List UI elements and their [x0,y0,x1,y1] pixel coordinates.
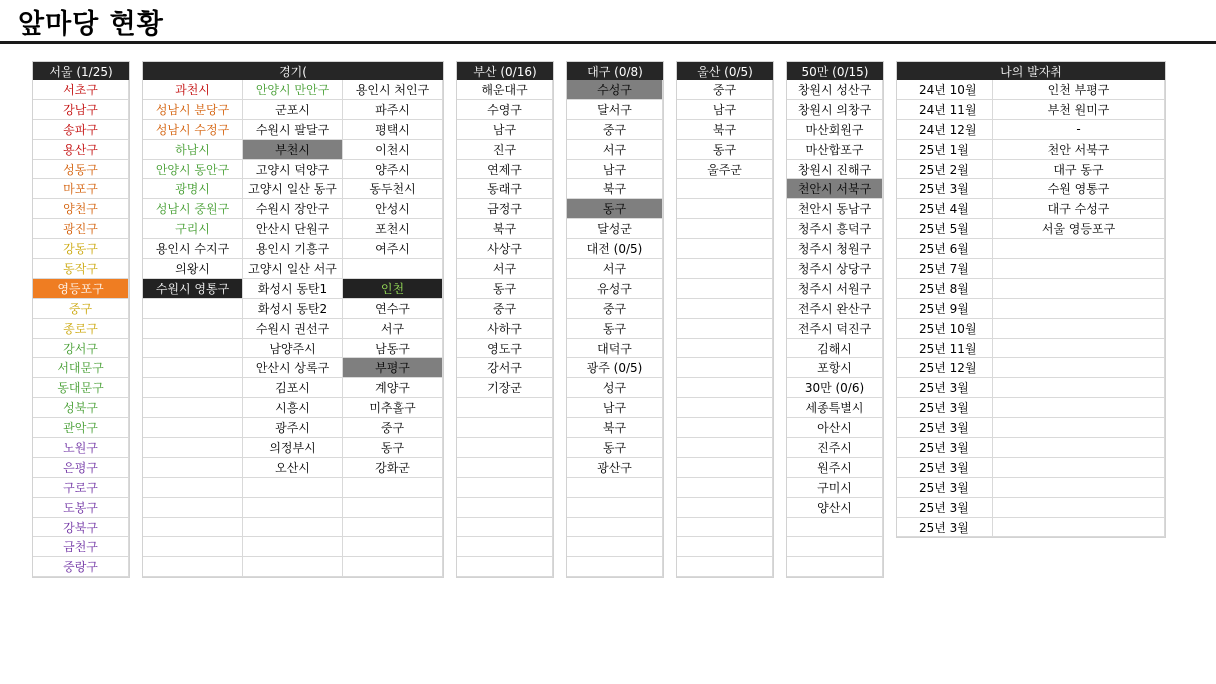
gyeonggi-col1-cell [143,478,243,498]
footprint-date-cell: 25년 6월 [897,239,993,259]
daegu-district-cell: 광주 (0/5) [567,358,663,378]
page-title: 앞마당 현황 [18,9,164,40]
gyeonggi-col1-cell [143,418,243,438]
daegu-district-cell: 달성군 [567,219,663,239]
gyeonggi-col2-cell: 부천시 [243,140,343,160]
gyeonggi-col3-cell: 강화군 [343,458,443,478]
gyeonggi-col2-cell: 오산시 [243,458,343,478]
seoul-district-cell: 도봉구 [33,498,129,518]
fifty-city-cell: 창원시 진해구 [787,160,883,180]
busan-district-cell: 남구 [457,120,553,140]
busan-header: 부산 (0/16) [457,62,553,80]
ulsan-district-cell [677,179,773,199]
gyeonggi-col1-cell [143,557,243,577]
gyeonggi-col1-cell [143,458,243,478]
gyeonggi-col1-cell: 수원시 영통구 [143,279,243,299]
footprint-place-cell: 수원 영통구 [993,179,1165,199]
busan-district-cell: 사하구 [457,319,553,339]
fifty-city-cell: 창원시 의창구 [787,100,883,120]
seoul-district-cell: 강북구 [33,518,129,538]
footprint-place-cell: 대구 동구 [993,160,1165,180]
busan-district-cell [457,458,553,478]
gyeonggi-col3-cell: 여주시 [343,239,443,259]
footprint-place-cell [993,398,1165,418]
footprint-date-cell: 25년 10월 [897,319,993,339]
fifty-city-cell: 마산회원구 [787,120,883,140]
ulsan-district-cell [677,458,773,478]
busan-district-cell: 중구 [457,299,553,319]
busan-list [457,80,553,577]
daegu-district-cell: 서구 [567,259,663,279]
gyeonggi-col3-cell [343,259,443,279]
seoul-district-cell: 중구 [33,299,129,319]
gyeonggi-col2-cell: 화성시 동탄1 [243,279,343,299]
ulsan-district-cell [677,239,773,259]
busan-district-cell: 서구 [457,259,553,279]
gyeonggi-col2-cell: 용인시 기흥구 [243,239,343,259]
gyeonggi-col3-cell: 계양구 [343,378,443,398]
seoul-district-cell: 중랑구 [33,557,129,577]
daegu-district-cell [567,498,663,518]
gyeonggi-col2-cell: 수원시 장안구 [243,199,343,219]
footprint-date-cell: 25년 1월 [897,140,993,160]
gyeonggi-col2-cell: 수원시 권선구 [243,319,343,339]
ulsan-district-cell [677,319,773,339]
fifty-city-cell: 천안시 동남구 [787,199,883,219]
daegu-district-cell [567,557,663,577]
gyeonggi-col2-cell: 수원시 팔달구 [243,120,343,140]
seoul-district-cell: 송파구 [33,120,129,140]
busan-district-cell: 진구 [457,140,553,160]
footprint-place-cell: 천안 서북구 [993,140,1165,160]
fifty-table [786,61,884,578]
daegu-district-cell: 북구 [567,418,663,438]
busan-district-cell: 북구 [457,219,553,239]
busan-district-cell: 동구 [457,279,553,299]
gyeonggi-col1-cell: 안양시 동안구 [143,160,243,180]
gyeonggi-col1-cell: 하남시 [143,140,243,160]
footprint-date-cell: 25년 3월 [897,478,993,498]
footprint-date-cell: 25년 9월 [897,299,993,319]
busan-district-cell [457,398,553,418]
fifty-header: 50만 (0/15) [787,62,883,80]
gyeonggi-col2-cell: 안양시 만안구 [243,80,343,100]
footprint-date-cell: 24년 11월 [897,100,993,120]
daegu-district-cell: 달서구 [567,100,663,120]
gyeonggi-col2-cell [243,478,343,498]
footprint-place-cell [993,418,1165,438]
title-divider [0,41,1216,44]
footprint-place-cell [993,458,1165,478]
gyeonggi-col1-cell [143,438,243,458]
gyeonggi-col2-cell: 군포시 [243,100,343,120]
fifty-city-cell: 원주시 [787,458,883,478]
seoul-table [32,61,130,578]
ulsan-district-cell [677,219,773,239]
fifty-city-cell: 청주시 상당구 [787,259,883,279]
daegu-district-cell: 동구 [567,199,663,219]
footprint-place-cell [993,279,1165,299]
ulsan-district-cell [677,478,773,498]
seoul-district-cell: 노원구 [33,438,129,458]
busan-district-cell: 기장군 [457,378,553,398]
busan-district-cell [457,557,553,577]
seoul-district-cell: 성북구 [33,398,129,418]
busan-district-cell: 영도구 [457,339,553,359]
busan-district-cell: 연제구 [457,160,553,180]
fifty-city-cell [787,557,883,577]
gyeonggi-col3-cell [343,557,443,577]
ulsan-district-cell [677,518,773,538]
footprint-date-cell: 25년 3월 [897,458,993,478]
daegu-district-cell: 수성구 [567,80,663,100]
daegu-district-cell: 중구 [567,120,663,140]
ulsan-district-cell: 중구 [677,80,773,100]
fifty-city-cell [787,537,883,557]
ulsan-district-cell: 동구 [677,140,773,160]
gyeonggi-col2-cell: 김포시 [243,378,343,398]
seoul-district-cell: 용산구 [33,140,129,160]
gyeonggi-col3-cell: 동두천시 [343,179,443,199]
footprint-date-cell: 25년 3월 [897,438,993,458]
ulsan-district-cell [677,279,773,299]
fifty-list [787,80,883,577]
footprint-place-cell: - [993,120,1165,140]
ulsan-district-cell [677,358,773,378]
fifty-city-cell: 창원시 성산구 [787,80,883,100]
footprint-date-cell: 25년 2월 [897,160,993,180]
fifty-city-cell: 김해시 [787,339,883,359]
gyeonggi-col1-cell: 광명시 [143,179,243,199]
fifty-city-cell: 청주시 흥덕구 [787,219,883,239]
gyeonggi-col1-cell: 과천시 [143,80,243,100]
gyeonggi-col1-cell [143,498,243,518]
fifty-city-cell: 30만 (0/6) [787,378,883,398]
footprint-place-cell [993,239,1165,259]
footprint-table [896,61,1166,538]
busan-district-cell: 동래구 [457,179,553,199]
footprint-place-cell: 서울 영등포구 [993,219,1165,239]
gyeonggi-col2-cell [243,518,343,538]
seoul-list [33,80,129,577]
footprint-place-cell [993,358,1165,378]
gyeonggi-col1-cell [143,378,243,398]
seoul-district-cell: 광진구 [33,219,129,239]
gyeonggi-col3-cell: 안성시 [343,199,443,219]
daegu-district-cell [567,518,663,538]
daegu-district-cell: 남구 [567,398,663,418]
gyeonggi-table [142,61,444,578]
busan-district-cell [457,418,553,438]
busan-district-cell: 금정구 [457,199,553,219]
gyeonggi-col1-cell [143,398,243,418]
gyeonggi-col3-cell: 동구 [343,438,443,458]
busan-district-cell [457,518,553,538]
gyeonggi-col2-cell: 광주시 [243,418,343,438]
daegu-table [566,61,664,578]
ulsan-district-cell [677,259,773,279]
gyeonggi-col3-cell [343,498,443,518]
fifty-city-cell: 진주시 [787,438,883,458]
gyeonggi-col1-cell: 성남시 분당구 [143,100,243,120]
gyeonggi-col1-cell [143,518,243,538]
daegu-district-cell: 동구 [567,319,663,339]
fifty-city-cell: 청주시 서원구 [787,279,883,299]
footprint-date-cell: 25년 12월 [897,358,993,378]
ulsan-district-cell: 울주군 [677,160,773,180]
ulsan-district-cell [677,339,773,359]
gyeonggi-col3-cell: 양주시 [343,160,443,180]
seoul-district-cell: 양천구 [33,199,129,219]
footprint-date-cell: 25년 3월 [897,398,993,418]
footprint-date-cell: 24년 12월 [897,120,993,140]
footprint-header: 나의 발자취 [897,62,1165,80]
daegu-district-cell [567,537,663,557]
gyeonggi-col1-cell [143,339,243,359]
gyeonggi-col3-cell: 포천시 [343,219,443,239]
footprint-date-cell: 25년 3월 [897,179,993,199]
seoul-district-cell: 강남구 [33,100,129,120]
seoul-district-cell: 종로구 [33,319,129,339]
fifty-city-cell: 청주시 청원구 [787,239,883,259]
footprint-date-cell: 25년 3월 [897,378,993,398]
gyeonggi-col2-cell [243,537,343,557]
daegu-district-cell: 동구 [567,438,663,458]
gyeonggi-col1-cell: 의왕시 [143,259,243,279]
footprint-date-cell: 25년 3월 [897,418,993,438]
busan-district-cell: 강서구 [457,358,553,378]
gyeonggi-col2-cell: 안산시 단원구 [243,219,343,239]
footprint-place-cell: 부천 원미구 [993,100,1165,120]
fifty-city-cell: 구미시 [787,478,883,498]
daegu-district-cell: 남구 [567,160,663,180]
gyeonggi-col3-cell: 이천시 [343,140,443,160]
ulsan-header: 울산 (0/5) [677,62,773,80]
daegu-district-cell: 대덕구 [567,339,663,359]
gyeonggi-header: 경기( [143,62,443,80]
footprint-place-cell: 대구 수성구 [993,199,1165,219]
busan-district-cell: 수영구 [457,100,553,120]
daegu-district-cell: 북구 [567,179,663,199]
gyeonggi-col1-cell: 성남시 수정구 [143,120,243,140]
footprint-place-cell [993,299,1165,319]
ulsan-district-cell [677,299,773,319]
daegu-district-cell: 광산구 [567,458,663,478]
footprint-date-cell: 25년 8월 [897,279,993,299]
gyeonggi-col3-cell: 남동구 [343,339,443,359]
ulsan-district-cell: 북구 [677,120,773,140]
busan-district-cell [457,478,553,498]
fifty-city-cell: 양산시 [787,498,883,518]
fifty-city-cell: 전주시 완산구 [787,299,883,319]
busan-district-cell [457,537,553,557]
gyeonggi-col3-cell: 미추홀구 [343,398,443,418]
gyeonggi-col2-cell: 화성시 동탄2 [243,299,343,319]
seoul-district-cell: 동작구 [33,259,129,279]
footprint-date-cell: 25년 4월 [897,199,993,219]
gyeonggi-col3-cell: 평택시 [343,120,443,140]
gyeonggi-col1-cell [143,537,243,557]
daegu-list [567,80,663,577]
footprint-date-cell: 25년 7월 [897,259,993,279]
busan-district-cell: 해운대구 [457,80,553,100]
gyeonggi-col3-cell: 용인시 처인구 [343,80,443,100]
footprint-date-cell: 25년 11월 [897,339,993,359]
ulsan-district-cell [677,498,773,518]
gyeonggi-col1-cell: 성남시 중원구 [143,199,243,219]
daegu-district-cell: 대전 (0/5) [567,239,663,259]
daegu-header: 대구 (0/8) [567,62,663,80]
gyeonggi-col3-cell: 중구 [343,418,443,438]
footprint-place-cell [993,438,1165,458]
daegu-district-cell: 서구 [567,140,663,160]
footprint-place-cell [993,518,1165,538]
ulsan-district-cell [677,418,773,438]
gyeonggi-col3-cell [343,537,443,557]
footprint-date-cell: 25년 3월 [897,518,993,538]
gyeonggi-col2-cell: 고양시 덕양구 [243,160,343,180]
gyeonggi-col3-cell: 부평구 [343,358,443,378]
gyeonggi-col2-cell: 고양시 일산 서구 [243,259,343,279]
footprint-place-cell [993,478,1165,498]
gyeonggi-col3-cell [343,518,443,538]
footprint-place-cell [993,339,1165,359]
gyeonggi-col3-cell: 연수구 [343,299,443,319]
gyeonggi-col2-cell [243,498,343,518]
busan-district-cell [457,438,553,458]
gyeonggi-col2-cell: 안산시 상록구 [243,358,343,378]
gyeonggi-col2-cell [243,557,343,577]
fifty-city-cell: 천안시 서북구 [787,179,883,199]
seoul-district-cell: 은평구 [33,458,129,478]
daegu-district-cell: 유성구 [567,279,663,299]
fifty-city-cell: 전주시 덕진구 [787,319,883,339]
gyeonggi-col2-cell: 남양주시 [243,339,343,359]
footprint-place-cell [993,319,1165,339]
gyeonggi-col1-cell [143,358,243,378]
gyeonggi-col1-cell: 용인시 수지구 [143,239,243,259]
gyeonggi-col2-cell: 시흥시 [243,398,343,418]
seoul-district-cell: 금천구 [33,537,129,557]
fifty-city-cell: 포항시 [787,358,883,378]
seoul-district-cell: 서대문구 [33,358,129,378]
busan-district-cell [457,498,553,518]
seoul-district-cell: 강서구 [33,339,129,359]
seoul-district-cell: 영등포구 [33,279,129,299]
gyeonggi-col3-cell [343,478,443,498]
footprint-place-cell: 인천 부평구 [993,80,1165,100]
gyeonggi-col2-cell: 고양시 일산 동구 [243,179,343,199]
ulsan-table [676,61,774,578]
fifty-city-cell: 세종특별시 [787,398,883,418]
footprint-date-cell: 25년 5월 [897,219,993,239]
seoul-district-cell: 성동구 [33,160,129,180]
daegu-district-cell: 성구 [567,378,663,398]
gyeonggi-col3-cell: 인천 [343,279,443,299]
seoul-district-cell: 동대문구 [33,378,129,398]
gyeonggi-col3-cell: 서구 [343,319,443,339]
gyeonggi-list [143,80,443,577]
seoul-header: 서울 (1/25) [33,62,129,80]
daegu-district-cell [567,478,663,498]
ulsan-district-cell: 남구 [677,100,773,120]
seoul-district-cell: 마포구 [33,179,129,199]
ulsan-district-cell [677,398,773,418]
footprint-list [897,80,1165,537]
seoul-district-cell: 구로구 [33,478,129,498]
seoul-district-cell: 관악구 [33,418,129,438]
busan-table [456,61,554,578]
ulsan-district-cell [677,557,773,577]
fifty-city-cell: 마산합포구 [787,140,883,160]
ulsan-district-cell [677,537,773,557]
footprint-date-cell: 24년 10월 [897,80,993,100]
ulsan-district-cell [677,378,773,398]
gyeonggi-col1-cell [143,299,243,319]
fifty-city-cell: 아산시 [787,418,883,438]
footprint-place-cell [993,378,1165,398]
ulsan-list [677,80,773,577]
fifty-city-cell [787,518,883,538]
seoul-district-cell: 서초구 [33,80,129,100]
gyeonggi-col2-cell: 의정부시 [243,438,343,458]
footprint-place-cell [993,498,1165,518]
ulsan-district-cell [677,199,773,219]
gyeonggi-col1-cell: 구리시 [143,219,243,239]
daegu-district-cell: 중구 [567,299,663,319]
footprint-date-cell: 25년 3월 [897,498,993,518]
seoul-district-cell: 강동구 [33,239,129,259]
busan-district-cell: 사상구 [457,239,553,259]
footprint-place-cell [993,259,1165,279]
gyeonggi-col1-cell [143,319,243,339]
gyeonggi-col3-cell: 파주시 [343,100,443,120]
ulsan-district-cell [677,438,773,458]
